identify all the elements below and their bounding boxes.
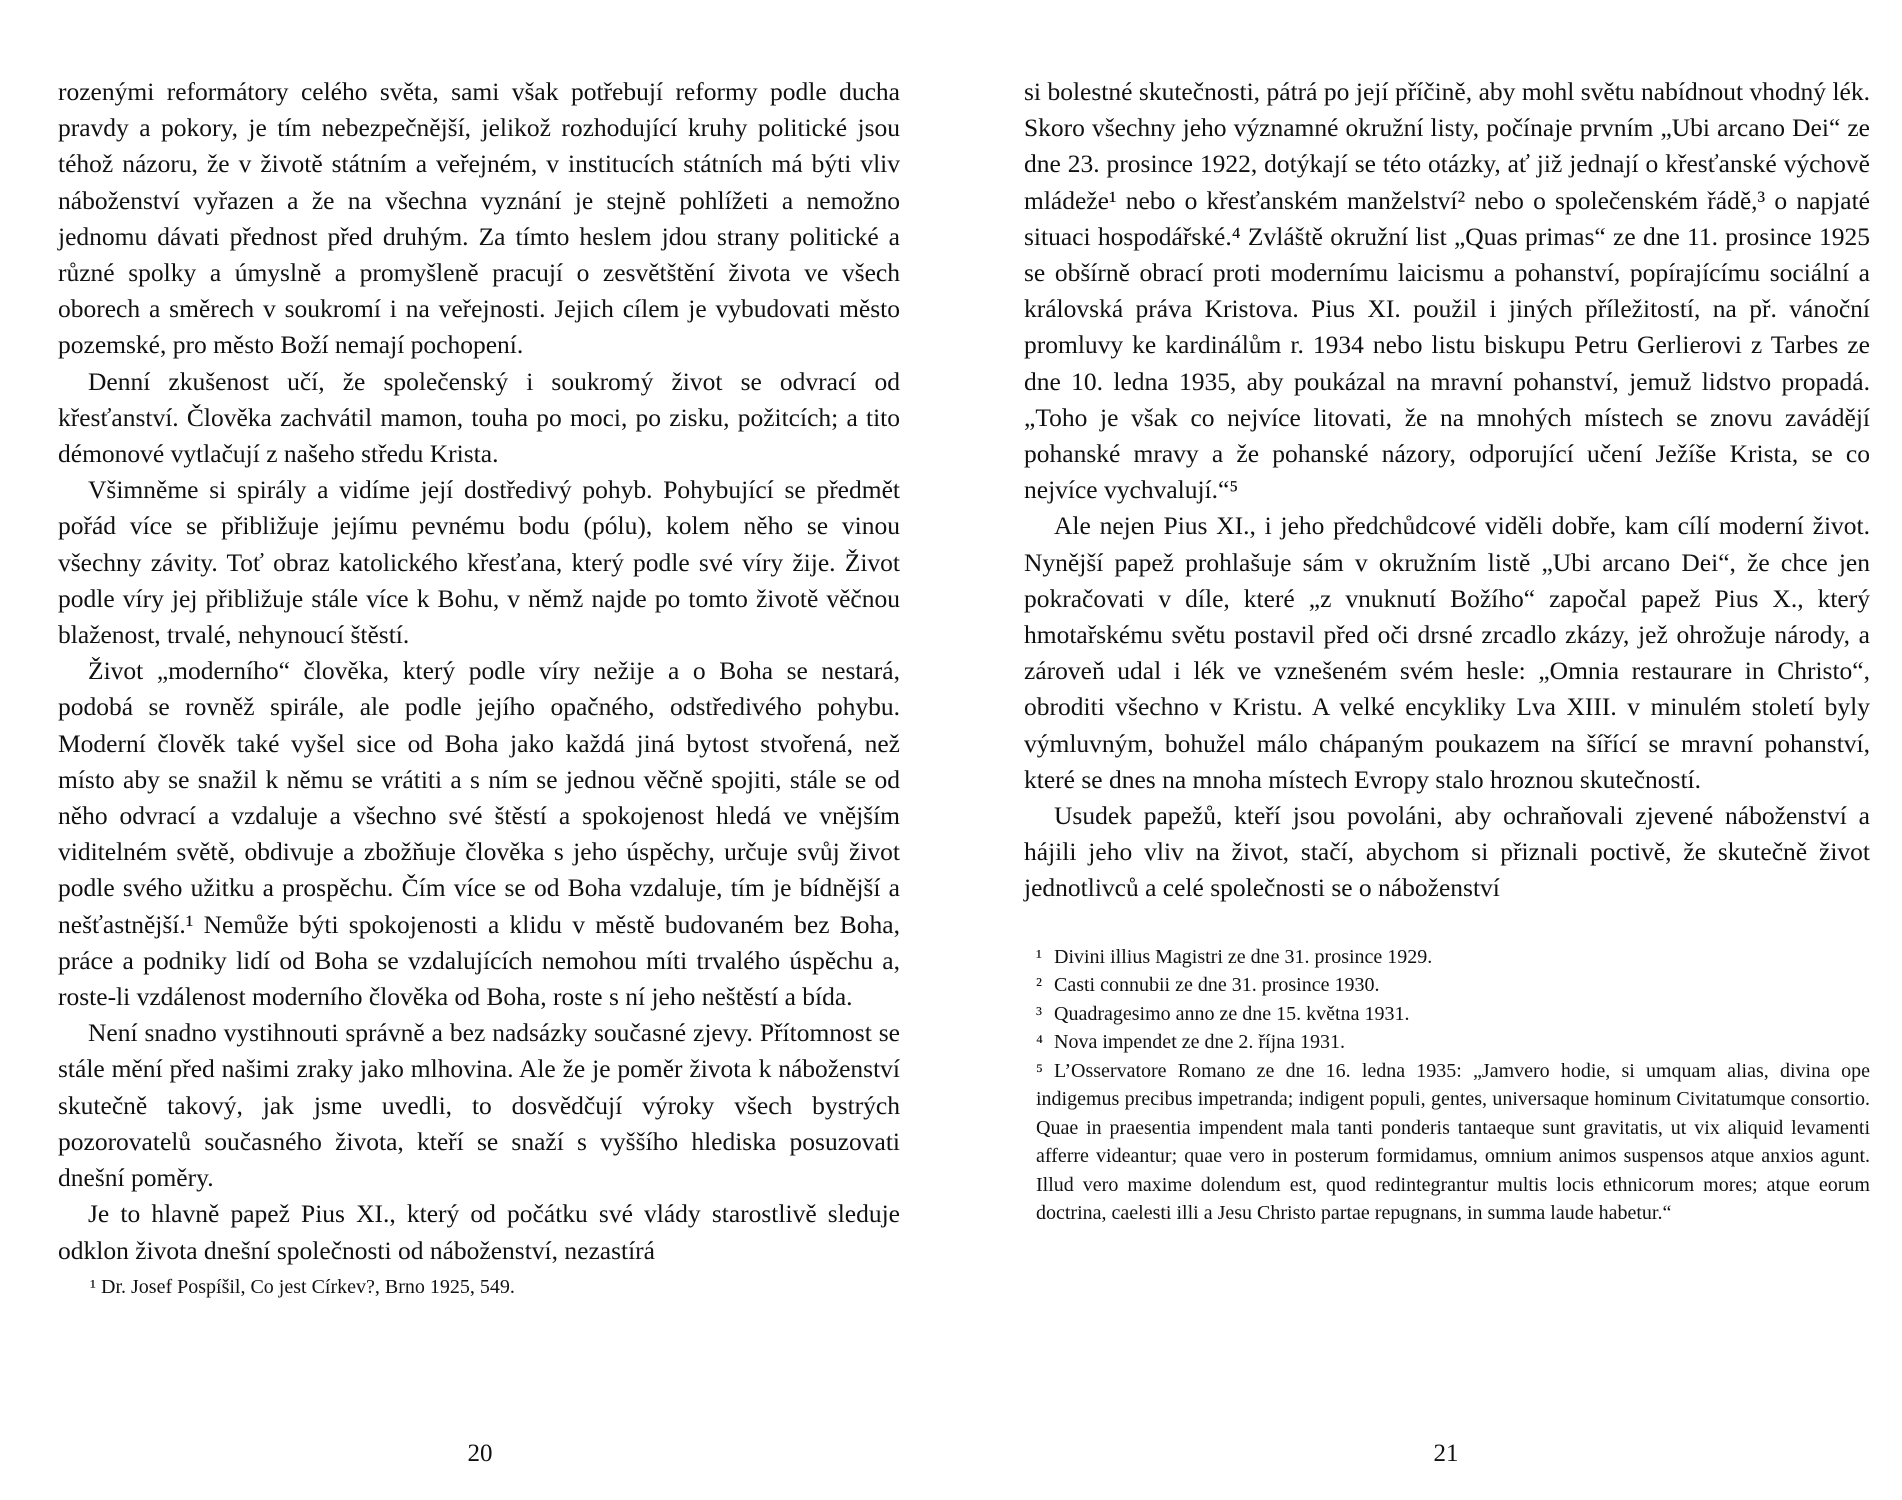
paragraph: rozenými reformátory celého světa, sami však potřebují reformy podle ducha pravdy a pokory, je tím nebezpečnější, jelikož rozhodující kruhy politické jsou téhož názoru, že v životě státním a veřejném, v institucích státních má býti vliv náboženství vyřazen a že na všechna vyznání je stejně pohlížeti a nemožno jednomu dávati přednost před druhým. Za tímto heslem jdou strany politické a různé spolky a úmyslně a promyšleně pracují o zesvětštění života ve všech oborech a směrech v soukromí i na veřejnosti. Jejich cílem je vybudovati město pozemské, pro město Boží nemají pochopení. [58, 77, 900, 360]
footnote-text: Quadragesimo anno ze dne 15. května 1931. [1054, 1002, 1410, 1025]
footnote: ¹ Dr. Josef Pospíšil, Co jest Církev?, Brno 1925, 549. [90, 1275, 515, 1298]
paragraph: Je to hlavně papež Pius XI., který od počátku své vlády starostlivě sleduje odklon života dnešní společnosti od náboženství, nezastírá [58, 1199, 900, 1265]
paragraph: si bolestné skutečnosti, pátrá po její příčině, aby mohl světu nabídnout vhodný lék. Skoro všechny jeho významné okružní listy, počínaje prvním „Ubi arcano Dei“ ze dne 23. prosince 1922, dotýkají se této otázky, ať již jednají o křesťanské výchově mládeže¹ nebo o křesťanském manželství² nebo o společenském řádě,³ o napjaté situaci hospodářské.⁴ Zvláště okružní list „Quas primas“ ze dne 11. prosince 1925 se obšírně obrací proti modernímu laicismu a pohanství, popírajícímu sociální a královská práva Kristova. Pius XI. použil i jiných příležitostí, na př. vánoční promluvy ke kardinálům r. 1934 nebo listu biskupu Petru Gerlierovi z Tarbes ze dne 10. ledna 1935, aby poukázal na mravní pohanství, jemuž lidstvo propadá. „Toho je však co nejvíce litovati, že na mnohých místech se znovu zavádějí pohanské mravy a že pohanské názory, odporující učení Ježíše Krista, se co nejvíce vychvalují.“⁵ [1024, 77, 1870, 505]
page-number-left: 20 [467, 1440, 493, 1467]
left-page [58, 74, 900, 1301]
right-page [1024, 74, 1870, 1228]
page-number-right: 21 [1433, 1440, 1459, 1467]
paragraph: Usudek papežů, kteří jsou povoláni, aby ochraňovali zjevené náboženství a hájili jeho vliv na život, stačí, abychom si přiznali poctivě, že skutečně život jednotlivců a celé společnosti se o náboženství [1024, 801, 1870, 903]
footnote [1036, 1057, 1870, 1228]
footnote-text: Nova impendet ze dne 2. října 1931. [1054, 1031, 1346, 1054]
footnote-number: ⁴ [1036, 1031, 1043, 1054]
footnote-number: ³ [1036, 1002, 1042, 1025]
paragraph: Denní zkušenost učí, že společenský i soukromý život se odvrací od křesťanství. Člověka zachvátil mamon, touha po moci, po zisku, požitcích; a tito démonové vytlačují z našeho středu Krista. [58, 366, 900, 469]
footnotes [1024, 943, 1870, 1228]
footnote-number: ⁵ [1036, 1059, 1043, 1082]
footnote-number: ² [1036, 974, 1042, 997]
footnote [1036, 971, 1870, 1000]
footnote [1036, 1028, 1870, 1057]
footnote-text: Divini illius Magistri ze dne 31. prosince 1929. [1054, 945, 1433, 968]
footnote [1036, 943, 1870, 972]
footnote-number: ¹ [1036, 945, 1042, 968]
paragraph: Všimněme si spirály a vidíme její dostředivý pohyb. Pohybující se předmět pořád více se přibližuje jejímu pevnému bodu (pólu), kolem něho se vinou všechny závity. Toť obraz katolického křesťana, který podle své víry žije. Život podle víry jej přibližuje stále více k Bohu, v němž najde po tomto životě věčnou blaženost, trvalé, nehynoucí štěstí. [58, 475, 900, 650]
paragraph: Není snadno vystihnouti správně a bez nadsázky současné zjevy. Přítomnost se stále mění před našimi zraky jako mlhovina. Ale že je poměr života k náboženství skutečně takový, jak jsme uvedli, to dosvědčují výroky všech bystrých pozorovatelů současného života, kteří se snaží s vyššího hlediska posuzovati dnešní poměry. [58, 1018, 900, 1193]
footnote [1036, 1000, 1870, 1029]
footnote-text: L’Osservatore Romano ze dne 16. ledna 1935: „Jamvero hodie, si umquam alias, divina ope indigemus precibus impetranda; indigent populi, gentes, universaque hominum Civitatumque consortio. Quae in praesentia impendent mala tanti ponderis tantaeque sunt gravitatis, ut vix aliquid levamenti afferre videantur; quae vero in posterum formidamus, omnium animos suspensos atque anxios agunt. Illud vero maxime dolendum est, quod redintegrantur multis locis ethnicorum mores; atque eorum doctrina, caelesti illi a Jesu Christo partae repugnans, in summa laude habetur.“ [1036, 1059, 1870, 1225]
footnote-text: Casti connubii ze dne 31. prosince 1930. [1054, 974, 1380, 997]
left-page-body [58, 74, 900, 1269]
paragraph: Život „moderního“ člověka, který podle víry nežije a o Boha se nestará, podobá se rovněž spirále, ale podle jejího opačného, odstředivého pohybu. Moderní člověk také vyšel sice od Boha jako každá jiná bytost stvořená, než místo aby se snažil k němu se vrátiti a s ním se jednou věčně spojiti, stále se od něho odvrací a vzdaluje a všechno své štěstí a spokojenost hledá ve vnějším viditelném světě, obdivuje a zbožňuje člověka s jeho úspěchy, určuje svůj život podle svého užitku a prospěchu. Čím více se od Boha vzdaluje, tím je bídnější a nešťastnější.¹ Nemůže býti spokojenosti a klidu v městě budovaném bez Boha, práce a podniky lidí od Boha se vzdalujících nemohou míti trvalého úspěchu a, roste-li vzdálenost moderního člověka od Boha, roste s ní jeho neštěstí a bída. [58, 656, 900, 1012]
right-page-body [1024, 74, 1870, 907]
paragraph: Ale nejen Pius XI., i jeho předchůdcové viděli dobře, kam cílí moderní život. Nynější papež prohlašuje sám v okružním listě „Ubi arcano Dei“, že chce jen pokračovati v díle, které „z vnuknutí Božího“ započal papež Pius X., který hmotařskému světu postavil před oči drsné zrcadlo zkázy, jež ohrožuje národy, a zároveň udal i lék ve vznešeném svém hesle: „Omnia restaurare in Christo“, obroditi všechno v Kristu. A velké encykliky Lva XIII. v minulém století byly výmluvným, bohužel málo chápaným poukazem na šířící se mravní pohanství, které se dnes na mnoha místech Evropy stalo hroznou skutečností. [1024, 511, 1870, 794]
